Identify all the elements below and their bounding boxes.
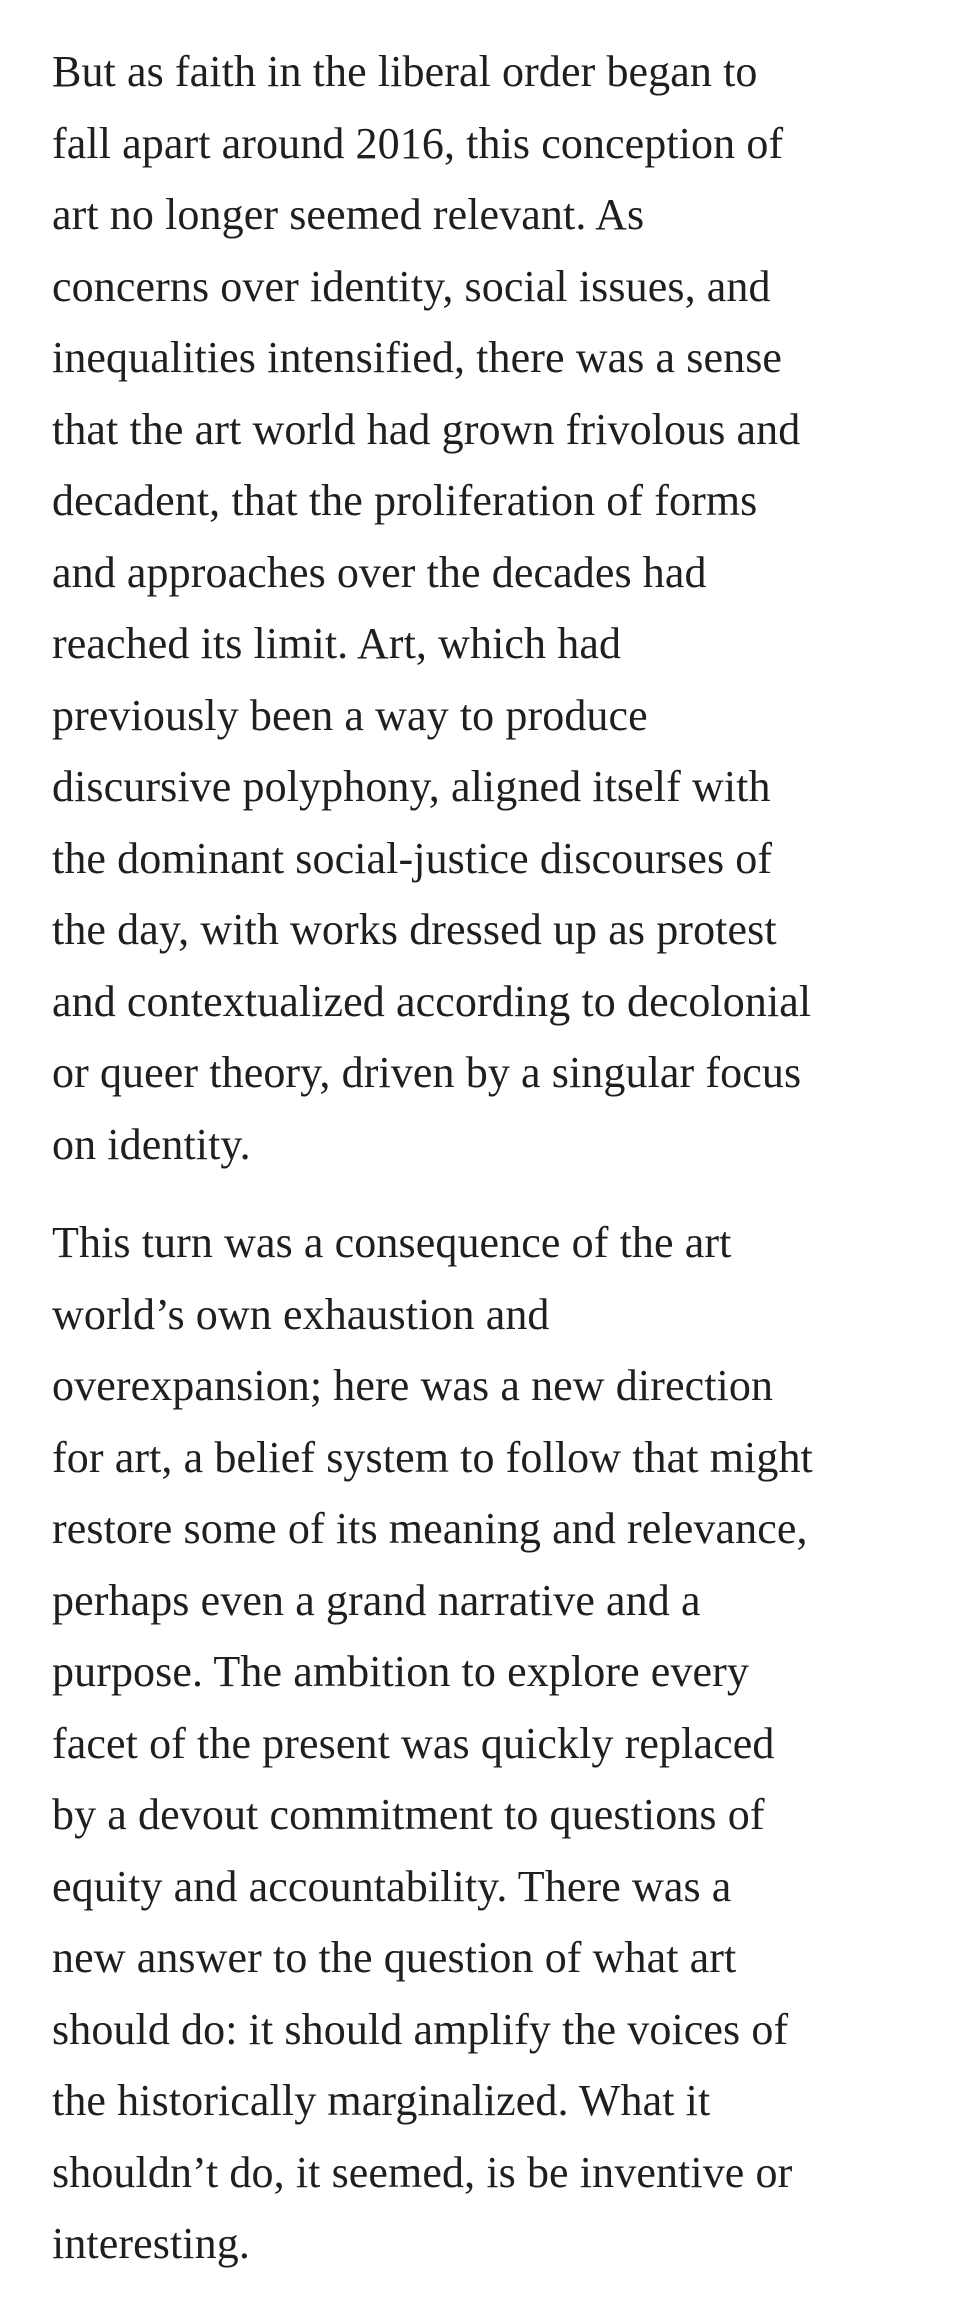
- text-line: for art, a belief system to follow that might: [52, 1432, 813, 1482]
- text-line: discursive polyphony, aligned itself with: [52, 762, 771, 811]
- article-body: [52, 36, 922, 2280]
- text-line: equity and accountability. There was a: [52, 1861, 732, 1911]
- text-line: on identity.: [52, 1119, 251, 1169]
- text-line: the dominant social-justice discourses of: [52, 833, 773, 883]
- text-line: perhaps even a grand narrative and a: [52, 1575, 701, 1625]
- text-line: or queer theory, driven by a singular focus: [52, 1048, 802, 1097]
- text-line: shouldn’t do, it seemed, is be inventive or: [52, 2147, 793, 2197]
- text-line: fall apart around 2016, this conception of: [52, 118, 784, 168]
- text-line: by a devout commitment to questions of: [52, 1790, 765, 1839]
- text-line: inequalities intensified, there was a sense: [52, 333, 783, 382]
- text-line: decadent, that the proliferation of forms: [52, 476, 758, 525]
- text-line: facet of the present was quickly replaced: [52, 1718, 775, 1768]
- text-line: restore some of its meaning and relevance,: [52, 1504, 808, 1553]
- text-line: art no longer seemed relevant. As: [52, 190, 645, 239]
- text-line: and contextualized according to decolonial: [52, 976, 812, 1026]
- text-line: overexpansion; here was a new direction: [52, 1361, 774, 1410]
- text-line: the day, with works dressed up as protest: [52, 905, 777, 954]
- text-line: But as faith in the liberal order began to: [52, 47, 758, 96]
- paragraph-1: [52, 36, 922, 1180]
- text-line: the historically marginalized. What it: [52, 2076, 711, 2125]
- text-line: interesting.: [52, 2219, 250, 2268]
- text-line: should do: it should amplify the voices of: [52, 2004, 789, 2054]
- text-line: purpose. The ambition to explore every: [52, 1647, 750, 1696]
- text-line: and approaches over the decades had: [52, 547, 707, 597]
- text-line: that the art world had grown frivolous and: [52, 404, 801, 454]
- text-line: new answer to the question of what art: [52, 1933, 737, 1982]
- paragraph-2: [52, 1207, 922, 2280]
- text-line: previously been a way to produce: [52, 690, 648, 740]
- text-line: world’s own exhaustion and: [52, 1289, 550, 1339]
- text-line: concerns over identity, social issues, and: [52, 261, 771, 311]
- text-line: reached its limit. Art, which had: [52, 619, 622, 668]
- text-line: This turn was a consequence of the art: [52, 1218, 732, 1267]
